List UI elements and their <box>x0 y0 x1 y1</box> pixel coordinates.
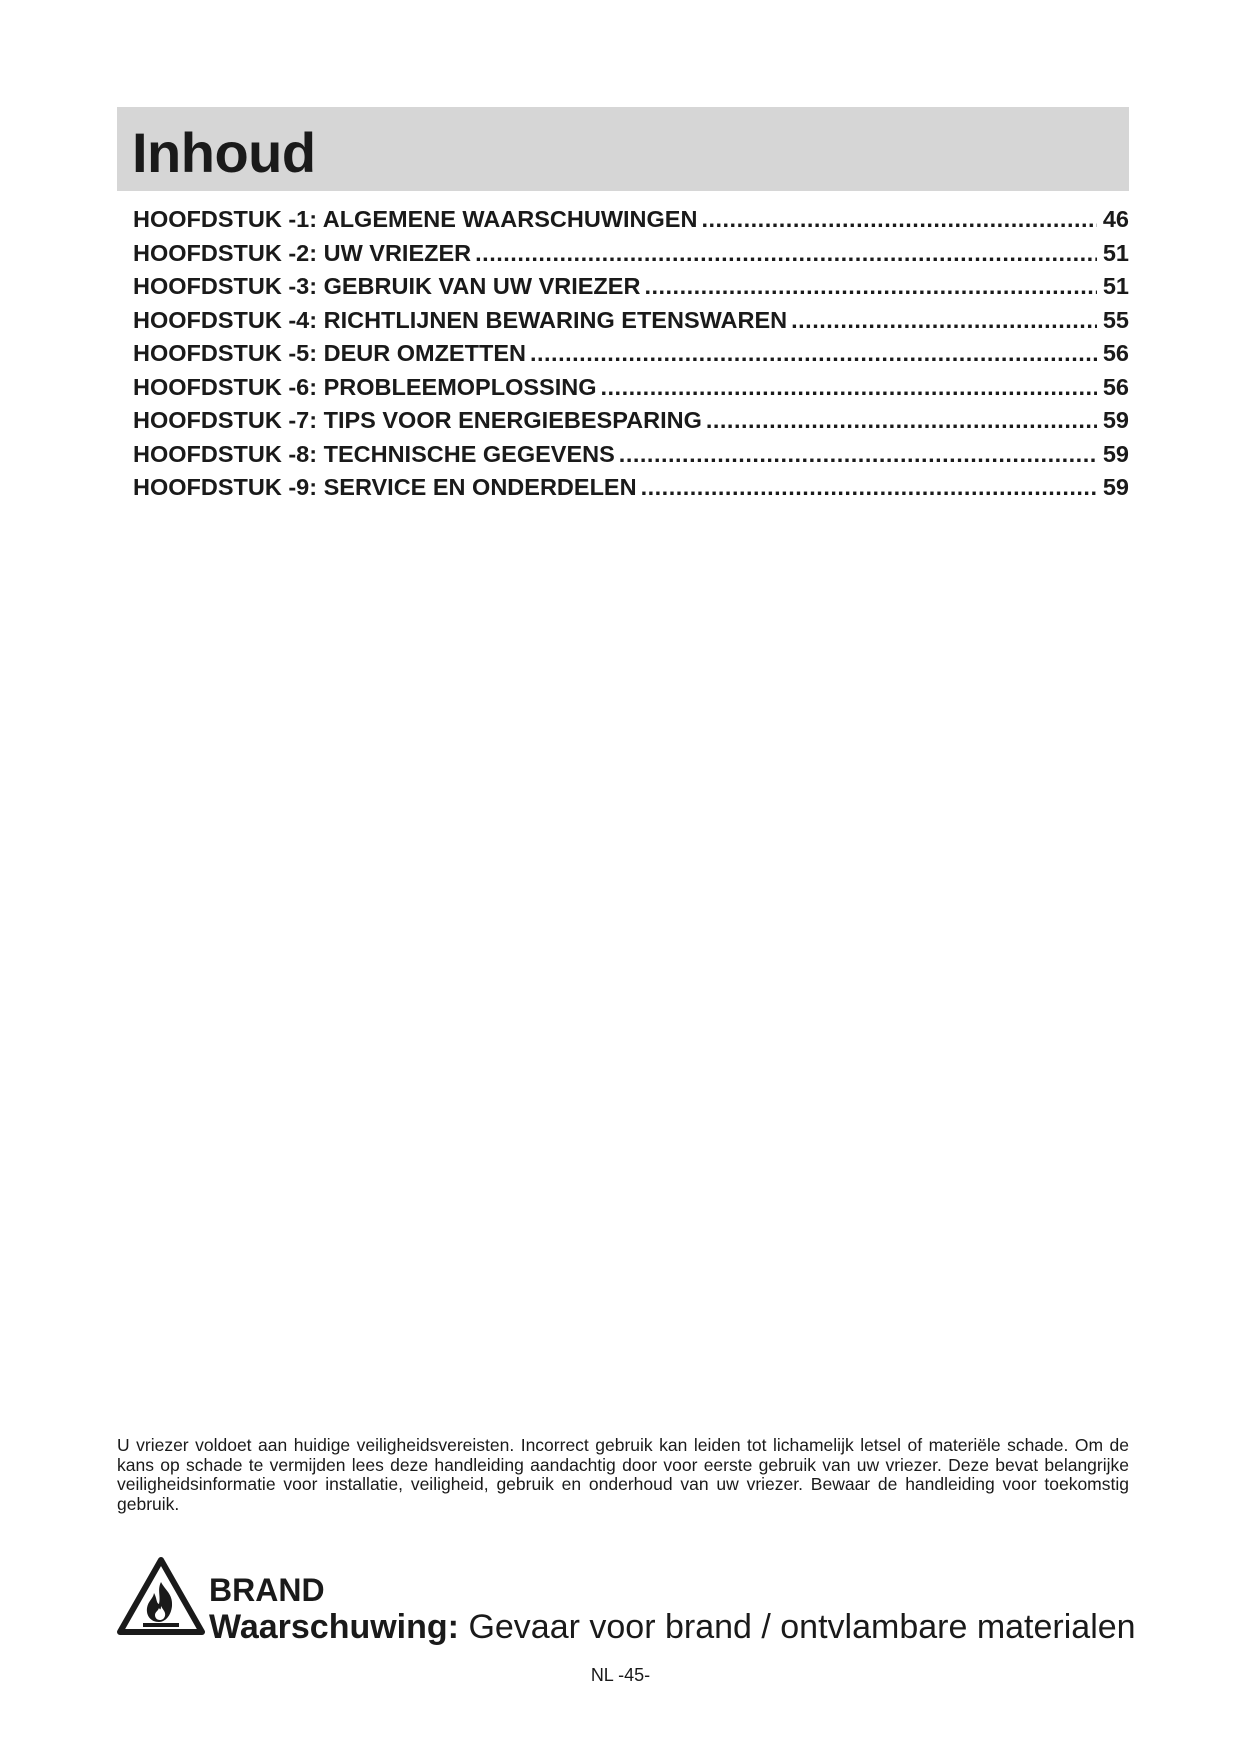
toc-item-page: 59 <box>1102 474 1129 500</box>
toc-item-label: HOOFDSTUK -4: RICHTLIJNEN BEWARING ETENSWAREN <box>133 306 788 333</box>
title-bar <box>117 107 1129 191</box>
toc-item-label: HOOFDSTUK -1: ALGEMENE WAARSCHUWINGEN <box>133 206 698 232</box>
toc-item-label: HOOFDSTUK -5: DEUR OMZETTEN <box>133 340 526 366</box>
toc-item-label: HOOFDSTUK -3: GEBRUIK VAN UW VRIEZER <box>133 273 641 299</box>
toc-item-page: 56 <box>1102 373 1129 400</box>
toc-item[interactable] <box>133 208 1129 242</box>
toc-item-page: 59 <box>1102 407 1129 433</box>
warning-label: Waarschuwing: <box>209 1608 459 1646</box>
page-title: Inhoud <box>132 121 316 184</box>
toc-leader-dots <box>706 409 1097 433</box>
toc-item-label: HOOFDSTUK -8: TECHNISCHE GEGEVENS <box>133 440 615 467</box>
warning-heading: BRAND <box>209 1572 325 1608</box>
toc-item[interactable] <box>133 409 1129 443</box>
page-number: NL -45- <box>590 1665 651 1685</box>
toc-item-page: 55 <box>1102 306 1129 333</box>
toc-item[interactable] <box>133 476 1129 510</box>
toc-leader-dots <box>619 443 1097 467</box>
toc-item-page: 46 <box>1102 206 1129 232</box>
toc-item[interactable] <box>133 373 1129 410</box>
toc-leader-dots <box>644 275 1097 299</box>
warning-line <box>209 1610 1136 1644</box>
intro-paragraph: U vriezer voldoet aan huidige veiligheidsvereisten. Incorrect gebruik kan leiden tot lichamelijk letsel of materiële schade. Om de kans op schade te vermijden lees deze handleiding aandachtig door voor eerste gebruik van uw vriezer. Deze bevat belangrijke veiligheidsinformatie voor installatie, veiligheid, gebruik en onderhoud van uw vriezer. Bewaar de handleiding voor toekomstig gebruik. <box>117 1435 1129 1514</box>
fire-warning <box>117 1556 1136 1656</box>
toc-item-label: HOOFDSTUK -7: TIPS VOOR ENERGIEBESPARING <box>133 407 702 433</box>
toc-leader-dots <box>530 342 1097 366</box>
toc-item-label: HOOFDSTUK -2: UW VRIEZER <box>133 239 472 266</box>
toc-leader-dots <box>601 376 1098 400</box>
toc-item[interactable] <box>133 239 1129 276</box>
toc-leader-dots <box>475 242 1097 266</box>
toc-item-page: 59 <box>1102 440 1129 467</box>
toc-item[interactable] <box>133 440 1129 477</box>
warning-text: Gevaar voor brand / ontvlambare materialen <box>459 1608 1136 1646</box>
toc-item[interactable] <box>133 342 1129 376</box>
fire-warning-icon <box>117 1556 205 1636</box>
toc-leader-dots <box>641 476 1097 500</box>
toc-item-page: 56 <box>1102 340 1129 366</box>
toc-leader-dots <box>701 208 1097 232</box>
toc-item-page: 51 <box>1102 239 1129 266</box>
toc-leader-dots <box>791 309 1097 333</box>
toc-item[interactable] <box>133 275 1129 309</box>
toc-item-page: 51 <box>1102 273 1129 299</box>
toc-item-label: HOOFDSTUK -9: SERVICE EN ONDERDELEN <box>133 474 637 500</box>
toc-item-label: HOOFDSTUK -6: PROBLEEMOPLOSSING <box>133 373 597 400</box>
table-of-contents <box>133 208 1129 510</box>
toc-item[interactable] <box>133 306 1129 343</box>
